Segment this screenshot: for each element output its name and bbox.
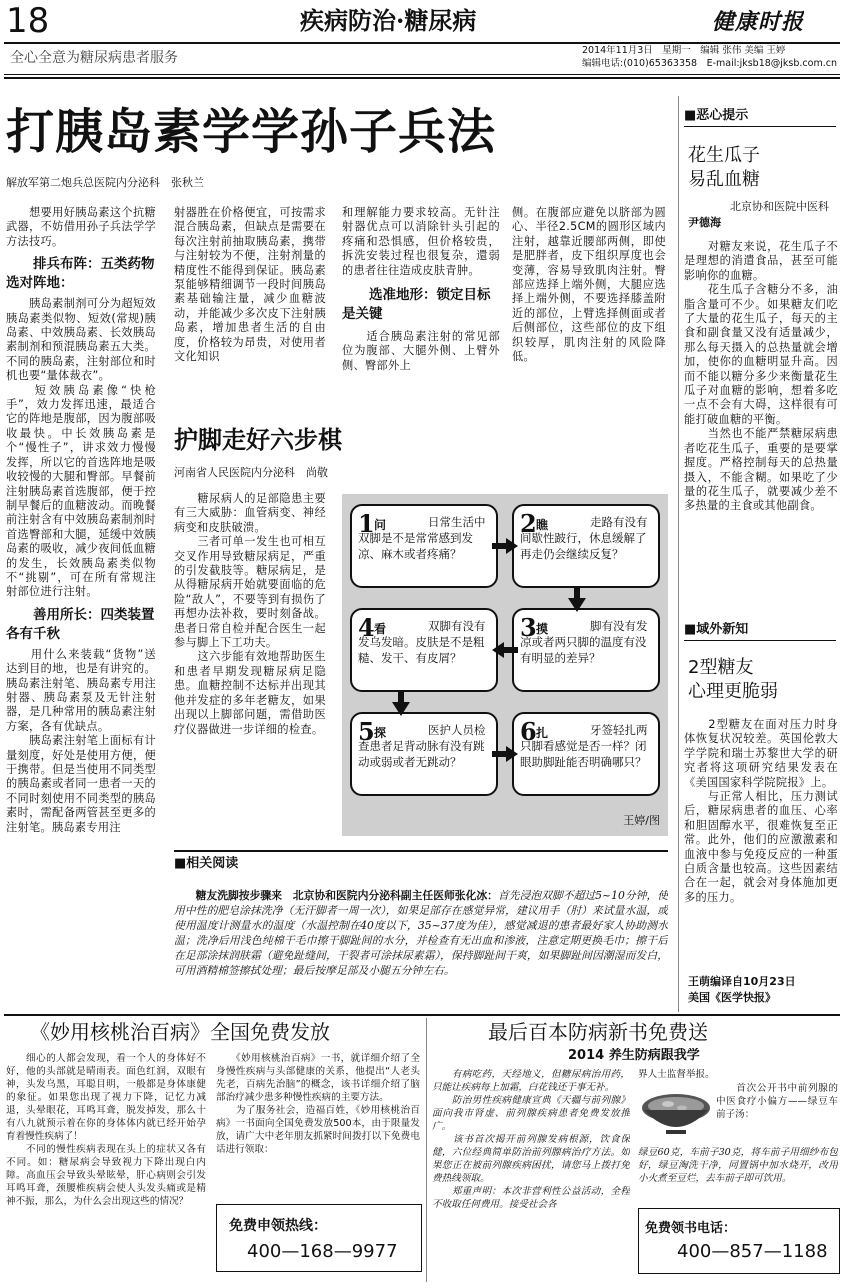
ads-divider bbox=[426, 1018, 427, 1282]
ad2-subtitle: 2014 养生防病跟我学 bbox=[568, 1048, 700, 1063]
news-title: 心理更脆弱 bbox=[688, 681, 778, 702]
foot-byline: 河南省人民医院内分泌科 尚敬 bbox=[174, 466, 328, 479]
paragraph: 胰岛素注射笔上面标有计量刻度，好处是使用方便，便于携带。但是当使用不同类型的胰岛素或者同一患者一天的不同时刻使用不同类型的胰岛素时，需配备两管甚至更多的注射笔。胰岛素专用注 bbox=[6, 734, 156, 834]
related-rule bbox=[174, 850, 668, 852]
hotline-number[interactable]: 400—168—9977 bbox=[247, 1241, 398, 1262]
news-credit: 王萌编译自10月23日 bbox=[688, 975, 796, 988]
ad2-col2-mid: 首次公开书中前列腺的中医食疗小偏方——绿豆车前子汤： bbox=[716, 1083, 838, 1120]
sidebar-rule bbox=[684, 640, 836, 641]
step-3 bbox=[512, 608, 660, 692]
step-title: 探 bbox=[374, 726, 387, 740]
step-2 bbox=[512, 504, 660, 588]
step-text: 牙签轻扎两只脚看感觉是否一样？闭眼助脚趾能否明确哪只？ bbox=[520, 723, 648, 769]
step-number: 3 bbox=[520, 613, 537, 642]
ad1-col1: 细心的人都会发现，看一个人的身体好不好，他的头部就是晴雨表。面色红润，双眼有神，头发乌黑，耳聪目明，一般都是身体康健的象征。如果您出现了视力下降，记忆力减退，头晕眼花，耳鸣耳聋，脱发掉发，那么十有八九就预示着在你的身体体内就已经开始孕育着慢性疾病了！ 不同的慢性疾病表现在头上的症状又各有不同。如：糖尿病会导致视力下降出现白内障。高血压会导致头晕眩晕，肝心病则会引发耳鸣耳聋，颈腰椎疾病会使人头发头痛或是精神不振，那么，为什么会出现这些的情况？ bbox=[6, 1053, 206, 1207]
paragraph: 和理解能力要求较高。无针注射器优点可以消除针头引起的疼痛和恐惧感，但价格较贵，拆洗安装过程也很复杂，還弱的患者往往造成皮肤青肿。 bbox=[342, 206, 500, 277]
step-text: 医护人员检查患者足背动脉有没有跳动或弱或者无跳动？ bbox=[358, 723, 486, 769]
paragraph: 用什么来装载“货物”送达到目的地，也是有讲究的。胰岛素注射笔、胰岛素专用注射器、胰岛素泵及无针注射器，是几种常用的胰岛素注射方案，各有优缺点。 bbox=[6, 647, 156, 733]
sidebar-heading: ■域外新知 bbox=[684, 622, 749, 637]
paragraph: 适合胰岛素注射的常见部位为腹部、大腿外侧、上臂外侧、臀部外上 bbox=[342, 330, 500, 372]
step-number: 5 bbox=[358, 717, 375, 746]
step-text: 走路有没有间歇性跛行，休息缓解了再走仍会继续反复？ bbox=[520, 515, 648, 561]
soup-bowl-icon bbox=[638, 1082, 714, 1140]
related-body bbox=[174, 888, 668, 1010]
step-4 bbox=[350, 608, 498, 692]
section-title: 疾病防治·糖尿病 bbox=[300, 6, 477, 35]
related-title: 糖友洗脚按步骤来 bbox=[195, 889, 282, 902]
ads-rule bbox=[4, 1014, 840, 1016]
tip-text: 对糖友来说，花生瓜子不是理想的消遣食品，甚至可能影响你的血糖。 花生瓜子含糖分不多，油脂含量可不少。如果糖友们吃了大量的花生瓜子，每天的主食和副食量又没有适量减少，那么每天摄入的总热量就会增加，使你的血糖明显升高。因而不能以糖分多少来衡量花生瓜子对血糖的影响，想着多吃一点不会有大碍，这样很有可能打破血糖的平衡。 当然也不能严禁糖尿病患者吃花生瓜子，重要的是要掌握度。严格控制每天的总热量摄入，不能含糊。如果吃了少量的花生瓜子，就要减少差不多热量的主食或其他副食。 bbox=[684, 240, 838, 513]
tip-author: 尹德海 bbox=[688, 216, 721, 229]
news-source: 美国《医学快报》 bbox=[688, 991, 776, 1004]
step-text: 日常生活中双脚是不是常常感到发凉、麻木或者疼痛？ bbox=[358, 515, 486, 561]
related-heading: ■相关阅读 bbox=[174, 856, 239, 871]
main-byline: 解放军第二炮兵总医院内分泌科 张秋兰 bbox=[6, 176, 204, 189]
step-title: 瞧 bbox=[536, 518, 549, 532]
tip-title: 易乱血糖 bbox=[688, 169, 760, 190]
hotline-number[interactable]: 400—857—1188 bbox=[677, 1241, 828, 1262]
step-number: 1 bbox=[358, 509, 375, 538]
section-heading: 排兵布阵：五类药物选对阵地： bbox=[6, 256, 155, 292]
related-source: 北京协和医院内分泌科副主任医师张化冰： bbox=[292, 889, 498, 902]
step-title: 摸 bbox=[536, 622, 549, 636]
section-heading: 选准地形：锁定目标是关键 bbox=[342, 287, 491, 323]
hotline-box bbox=[216, 1204, 422, 1272]
hotline-label: 免费领书电话： bbox=[645, 1221, 737, 1236]
ad2-col1: 有病吃药，天经地义，但糖尿病治用药，只能让疾病每上加霜，白花钱还于事无补。 防治男性疾病健康宣典《天疆与前列腺》面向我市肾虚、前列腺疾病患者免费发放推广。 该书首次揭开前列腺发病根源，饮食保健，六位经典简单防治前列腺病治疗方法。如果您正在被前列腺疾病困扰，请您马上拨打免费热线领取。 郑重声明：本次非营利性公益活动，全程不收取任何费用。接受社会各 bbox=[432, 1069, 630, 1210]
step-title: 问 bbox=[374, 518, 387, 532]
foot-steps-diagram bbox=[342, 494, 668, 836]
related-text: 首先浸泡双脚不超过5~10分钟，使用中性的肥皂涂抹洗净（无汗脚者一周一次），如果足部存在感觉异常，建议用手（肘）来试量水温，或使用温度计测量水的温度（水温控制在40度以下，35~37度为佳），感觉减退的患者最好家人协助测水温；洗净后用浅色纯棉干毛巾擦干脚趾间的水分，并检查有无出血和渗液，注意定期更换毛巾；擦干后在足部涂抹润肤霜（避免趾缝间，干裂者可涂抹尿素霜），保持脚趾间干爽，如果脚趾间因潮湿而发白，可用酒精棉签擦拭处理；最后按摩足部及小腿五分钟左右。 bbox=[174, 889, 668, 977]
arrow-right-icon bbox=[492, 538, 518, 554]
step-number: 2 bbox=[520, 509, 537, 538]
news-title: 2型糖友 bbox=[688, 657, 754, 678]
news-text: 2型糖友在面对压力时身体恢复状况较差。英国伦敦大学学院和瑞士苏黎世大学的研究者将这项研究结果发表在《美国国家科学院院报》上。 与正常人相比，压力测试后，糖尿病患者的血压、心率和胆固醇水平，很难恢复至正常。此外，他们的应激激素和血液中参与免疫反应的一种蛋白质含量也较高。这些因素结合在一起，就会对身体施加更多的压力。 bbox=[684, 718, 838, 904]
step-title: 扎 bbox=[536, 726, 549, 740]
masthead-rule-2 bbox=[4, 74, 840, 75]
paper-logo: 健康时报 bbox=[712, 9, 805, 35]
main-intro: 想要用好胰岛素这个抗糖武器，不妨借用孙子兵法学学方法技巧。 bbox=[6, 206, 156, 248]
hotline-box bbox=[638, 1208, 840, 1274]
step-title: 看 bbox=[374, 622, 387, 636]
diagram-credit: 王婷/图 bbox=[623, 814, 660, 827]
step-1 bbox=[350, 504, 498, 588]
ad1-title: 《妙用核桃治百病》全国免费发放 bbox=[30, 1020, 330, 1044]
main-col2: 射器胜在价格便宜，可按需求混合胰岛素，但缺点是需要在每次注射前抽取胰岛素，携带与注射较为不便，注射剂量的精度性不能得到保证。胰岛素泵能够精细调节一段时间胰岛素基础输注量，减少血糖波动，并能减少多次皮下注射胰岛素，增加患者生活的自由度，价格较为昂贵，对使用者文化知识 bbox=[174, 206, 326, 364]
step-number: 6 bbox=[520, 717, 537, 746]
main-col4: 侧。在腹部应避免以脐部为圆心、半径2.5CM的圆形区域内注射，越靠近腰部两侧，即使是肥胖者，皮下组织厚度也会变薄，容易导致肌肉注射。臀部应选择上端外侧，大腿应选择上端外侧，不要选择膝盖附近的部位，上臂选择侧面或者后侧部位，这些部位的皮下组织较厚，肌肉注射的风险降低。 bbox=[512, 206, 666, 364]
tip-title: 花生瓜子 bbox=[688, 145, 760, 166]
paragraph: 胰岛素制剂可分为超短效胰岛素类似物、短效(常规)胰岛素、中效胰岛素、长效胰岛素制剂和预混胰岛素五大类。不同的胰岛素，注射部位和时机也要“量体裁衣”。 bbox=[6, 297, 156, 383]
step-text: 脚有没有发凉或者两只脚的温度有没有明显的差异？ bbox=[520, 619, 648, 665]
masthead-rule bbox=[4, 42, 840, 44]
issue-info: 2014年11月3日 星期一 编辑 张伟 美编 王婷 bbox=[582, 45, 786, 56]
sidebar-rule bbox=[684, 126, 836, 127]
step-text: 双脚有没有发乌发暗。皮肤是不是粗糙、发干、有皮屑？ bbox=[358, 619, 486, 665]
ad1-col2: 《妙用核桃治百病》一书，就详细介绍了全身慢性疾病与头部健康的关系，他提出“人老头先老，百病先治脑”的概念，该书详细介绍了脑部治疗减少患多种慢性疾病的主要方法。 为了服务社会，造福百姓，《妙用核桃治百病》一书面向全国免费发放500本，由于限量发放，请广大中老年朋友抓紧时间拨打以下免费电话进行领取： bbox=[216, 1053, 420, 1155]
section-heading: 善用所长：四类装置各有千秋 bbox=[6, 606, 155, 642]
foot-headline: 护脚走好六步棋 bbox=[174, 425, 342, 454]
paragraph: 短效胰岛素像“快枪手”，效力发挥迅速，最适合它的阵地是腹部，因为腹部吸收最快。中长效胰岛素是个“慢性子”，讲求效力慢慢发挥，所以它的首选阵地是吸收较慢的大腿和臀部。早餐前注射胰岛素首选腹部，便于控制早餐后的血糖波动。而晚餐前注射含有中效胰岛素制剂时首选臀部和大腿，延缓中效胰岛素的吸收，减少夜间低血糖的发生，长效胰岛素类似物不“挑剔”，可在所有常规注射部位进行注射。 bbox=[6, 383, 156, 599]
bowl-image bbox=[638, 1082, 714, 1140]
step-number: 4 bbox=[358, 613, 375, 642]
hotline-label: 免费申领热线： bbox=[229, 1218, 327, 1234]
tip-source: 北京协和医院中医科 bbox=[730, 200, 829, 213]
slogan: 全心全意为糖尿病患者服务 bbox=[10, 50, 178, 66]
step-5 bbox=[350, 712, 498, 796]
main-headline: 打胰岛素学学孙子兵法 bbox=[6, 104, 497, 160]
arrow-left-icon bbox=[492, 642, 518, 658]
arrow-down-icon bbox=[568, 586, 586, 612]
foot-article-text: 糖尿病人的足部隐患主要有三大威胁：血管病变、神经病变和皮肤破溃。 三者可单一发生也可相互交叉作用导致糖尿病足，严重的引发截肢等。糖尿病足，是从得糖尿病开始就要面临的危险“敌人”，不要等到有损伤了再想办法补救，要时刻备战。患者日常自检并配合医生一起参与脚上下工功夫。 这六步能有效地帮助医生和患者早期发现糖尿病足隐患。血糖控制不达标并出现其他并发症的多年老糖友，如果出现以上脚部问题，需借助医疗仪器做进一步详细的检查。 bbox=[174, 492, 326, 736]
arrow-right-icon bbox=[492, 746, 518, 762]
page-number: 18 bbox=[6, 2, 50, 40]
editor-contact: 编辑电话:(010)65363358 E-mail:jksb18@jksb.com.cn bbox=[582, 58, 837, 69]
arrow-down-icon bbox=[392, 690, 410, 716]
masthead-rule-3 bbox=[4, 77, 840, 79]
ad2-col2-top: 界人士监督举报。 bbox=[638, 1069, 715, 1080]
ad2-col2-bottom: 绿豆60克，车前子30克，将车前子用细纱布包好，绿豆淘洗干净，同置锅中加水烧开，改用小火煮至豆烂，去车前子即可饮用。 bbox=[638, 1147, 838, 1184]
sidebar-divider bbox=[678, 96, 679, 1012]
step-6 bbox=[512, 712, 660, 796]
main-col3 bbox=[342, 206, 500, 420]
ad2-title: 最后百本防病新书免费送 bbox=[488, 1020, 708, 1044]
sidebar-heading: ■恶心提示 bbox=[684, 108, 749, 123]
